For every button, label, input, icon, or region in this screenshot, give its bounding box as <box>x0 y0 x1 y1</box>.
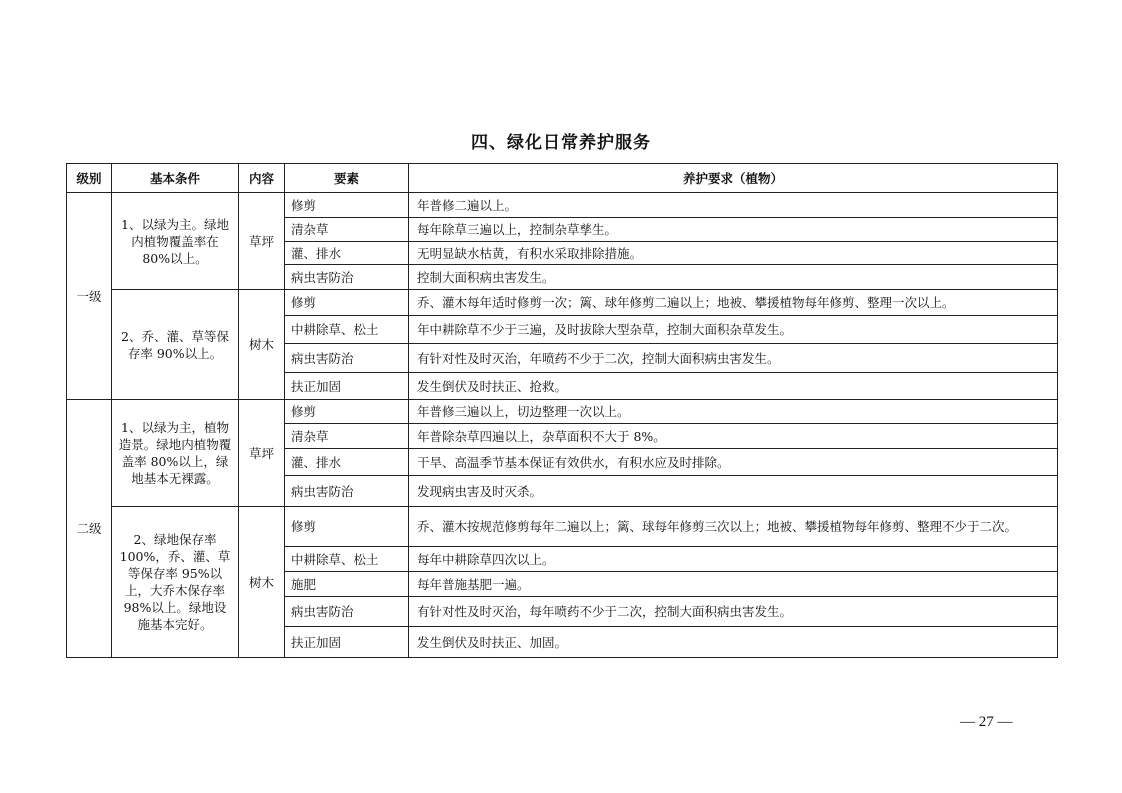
content-cell: 草坪 <box>239 400 285 507</box>
header-row <box>67 164 1058 193</box>
element-cell: 清杂草 <box>285 218 409 242</box>
element-cell: 中耕除草、松土 <box>285 316 409 344</box>
element-cell: 修剪 <box>285 193 409 218</box>
level-cell: 二级 <box>67 400 112 658</box>
requirement-cell: 年中耕除草不少于三遍，及时拔除大型杂草，控制大面积杂草发生。 <box>409 316 1058 344</box>
header-content: 内容 <box>239 164 285 193</box>
element-cell: 清杂草 <box>285 424 409 449</box>
table-row <box>67 193 1058 218</box>
requirement-cell: 控制大面积病虫害发生。 <box>409 265 1058 290</box>
basic-condition-cell: 2、乔、灌、草等保存率 90%以上。 <box>112 290 239 400</box>
element-cell: 病虫害防治 <box>285 344 409 373</box>
requirement-cell: 干旱、高温季节基本保证有效供水，有积水应及时排除。 <box>409 449 1058 476</box>
requirement-cell: 每年中耕除草四次以上。 <box>409 547 1058 572</box>
requirement-cell: 年普除杂草四遍以上，杂草面积不大于 8%。 <box>409 424 1058 449</box>
content-cell: 草坪 <box>239 193 285 290</box>
requirement-cell: 乔、灌木按规范修剪每年二遍以上；篱、球每年修剪三次以上；地被、攀援植物每年修剪、整理不少于二次。 <box>409 507 1058 547</box>
element-cell: 修剪 <box>285 507 409 547</box>
page-title: 四、绿化日常养护服务 <box>471 133 651 153</box>
requirement-cell: 年普修二遍以上。 <box>409 193 1058 218</box>
requirement-cell: 乔、灌木每年适时修剪一次；篱、球年修剪二遍以上；地被、攀援植物每年修剪、整理一次以上。 <box>409 290 1058 316</box>
basic-condition-cell: 2、绿地保存率 100%，乔、灌、草等保存率 95%以上，大乔木保存率 98%以上。绿地设施基本完好。 <box>112 507 239 658</box>
header-element: 要素 <box>285 164 409 193</box>
element-cell: 灌、排水 <box>285 242 409 265</box>
requirement-cell: 发生倒伏及时扶正、抢救。 <box>409 373 1058 400</box>
header-requirement: 养护要求（植物） <box>409 164 1058 193</box>
requirement-cell: 发现病虫害及时灭杀。 <box>409 476 1058 507</box>
page-number: — 27 — <box>960 714 1013 730</box>
element-cell: 修剪 <box>285 290 409 316</box>
requirement-cell: 每年普施基肥一遍。 <box>409 572 1058 597</box>
requirement-cell: 有针对性及时灭治，年喷药不少于二次，控制大面积病虫害发生。 <box>409 344 1058 373</box>
requirement-cell: 每年除草三遍以上，控制杂草孳生。 <box>409 218 1058 242</box>
element-cell: 灌、排水 <box>285 449 409 476</box>
basic-condition-cell: 1、以绿为主，植物造景。绿地内植物覆盖率 80%以上，绿地基本无裸露。 <box>112 400 239 507</box>
requirement-cell: 有针对性及时灭治，每年喷药不少于二次，控制大面积病虫害发生。 <box>409 597 1058 627</box>
basic-condition-cell: 1、以绿为主。绿地内植物覆盖率在 80%以上。 <box>112 193 239 290</box>
table-row <box>67 400 1058 424</box>
content-cell: 树木 <box>239 507 285 658</box>
element-cell: 修剪 <box>285 400 409 424</box>
header-basic: 基本条件 <box>112 164 239 193</box>
requirement-cell: 发生倒伏及时扶正、加固。 <box>409 627 1058 658</box>
table-row <box>67 290 1058 316</box>
maintenance-table <box>66 163 1058 658</box>
element-cell: 病虫害防治 <box>285 476 409 507</box>
element-cell: 中耕除草、松土 <box>285 547 409 572</box>
level-cell: 一级 <box>67 193 112 400</box>
content-cell: 树木 <box>239 290 285 400</box>
requirement-cell: 无明显缺水枯黄，有积水采取排除措施。 <box>409 242 1058 265</box>
table-row <box>67 507 1058 547</box>
element-cell: 施肥 <box>285 572 409 597</box>
element-cell: 扶正加固 <box>285 373 409 400</box>
header-level: 级别 <box>67 164 112 193</box>
requirement-cell: 年普修三遍以上，切边整理一次以上。 <box>409 400 1058 424</box>
element-cell: 病虫害防治 <box>285 597 409 627</box>
element-cell: 病虫害防治 <box>285 265 409 290</box>
element-cell: 扶正加固 <box>285 627 409 658</box>
